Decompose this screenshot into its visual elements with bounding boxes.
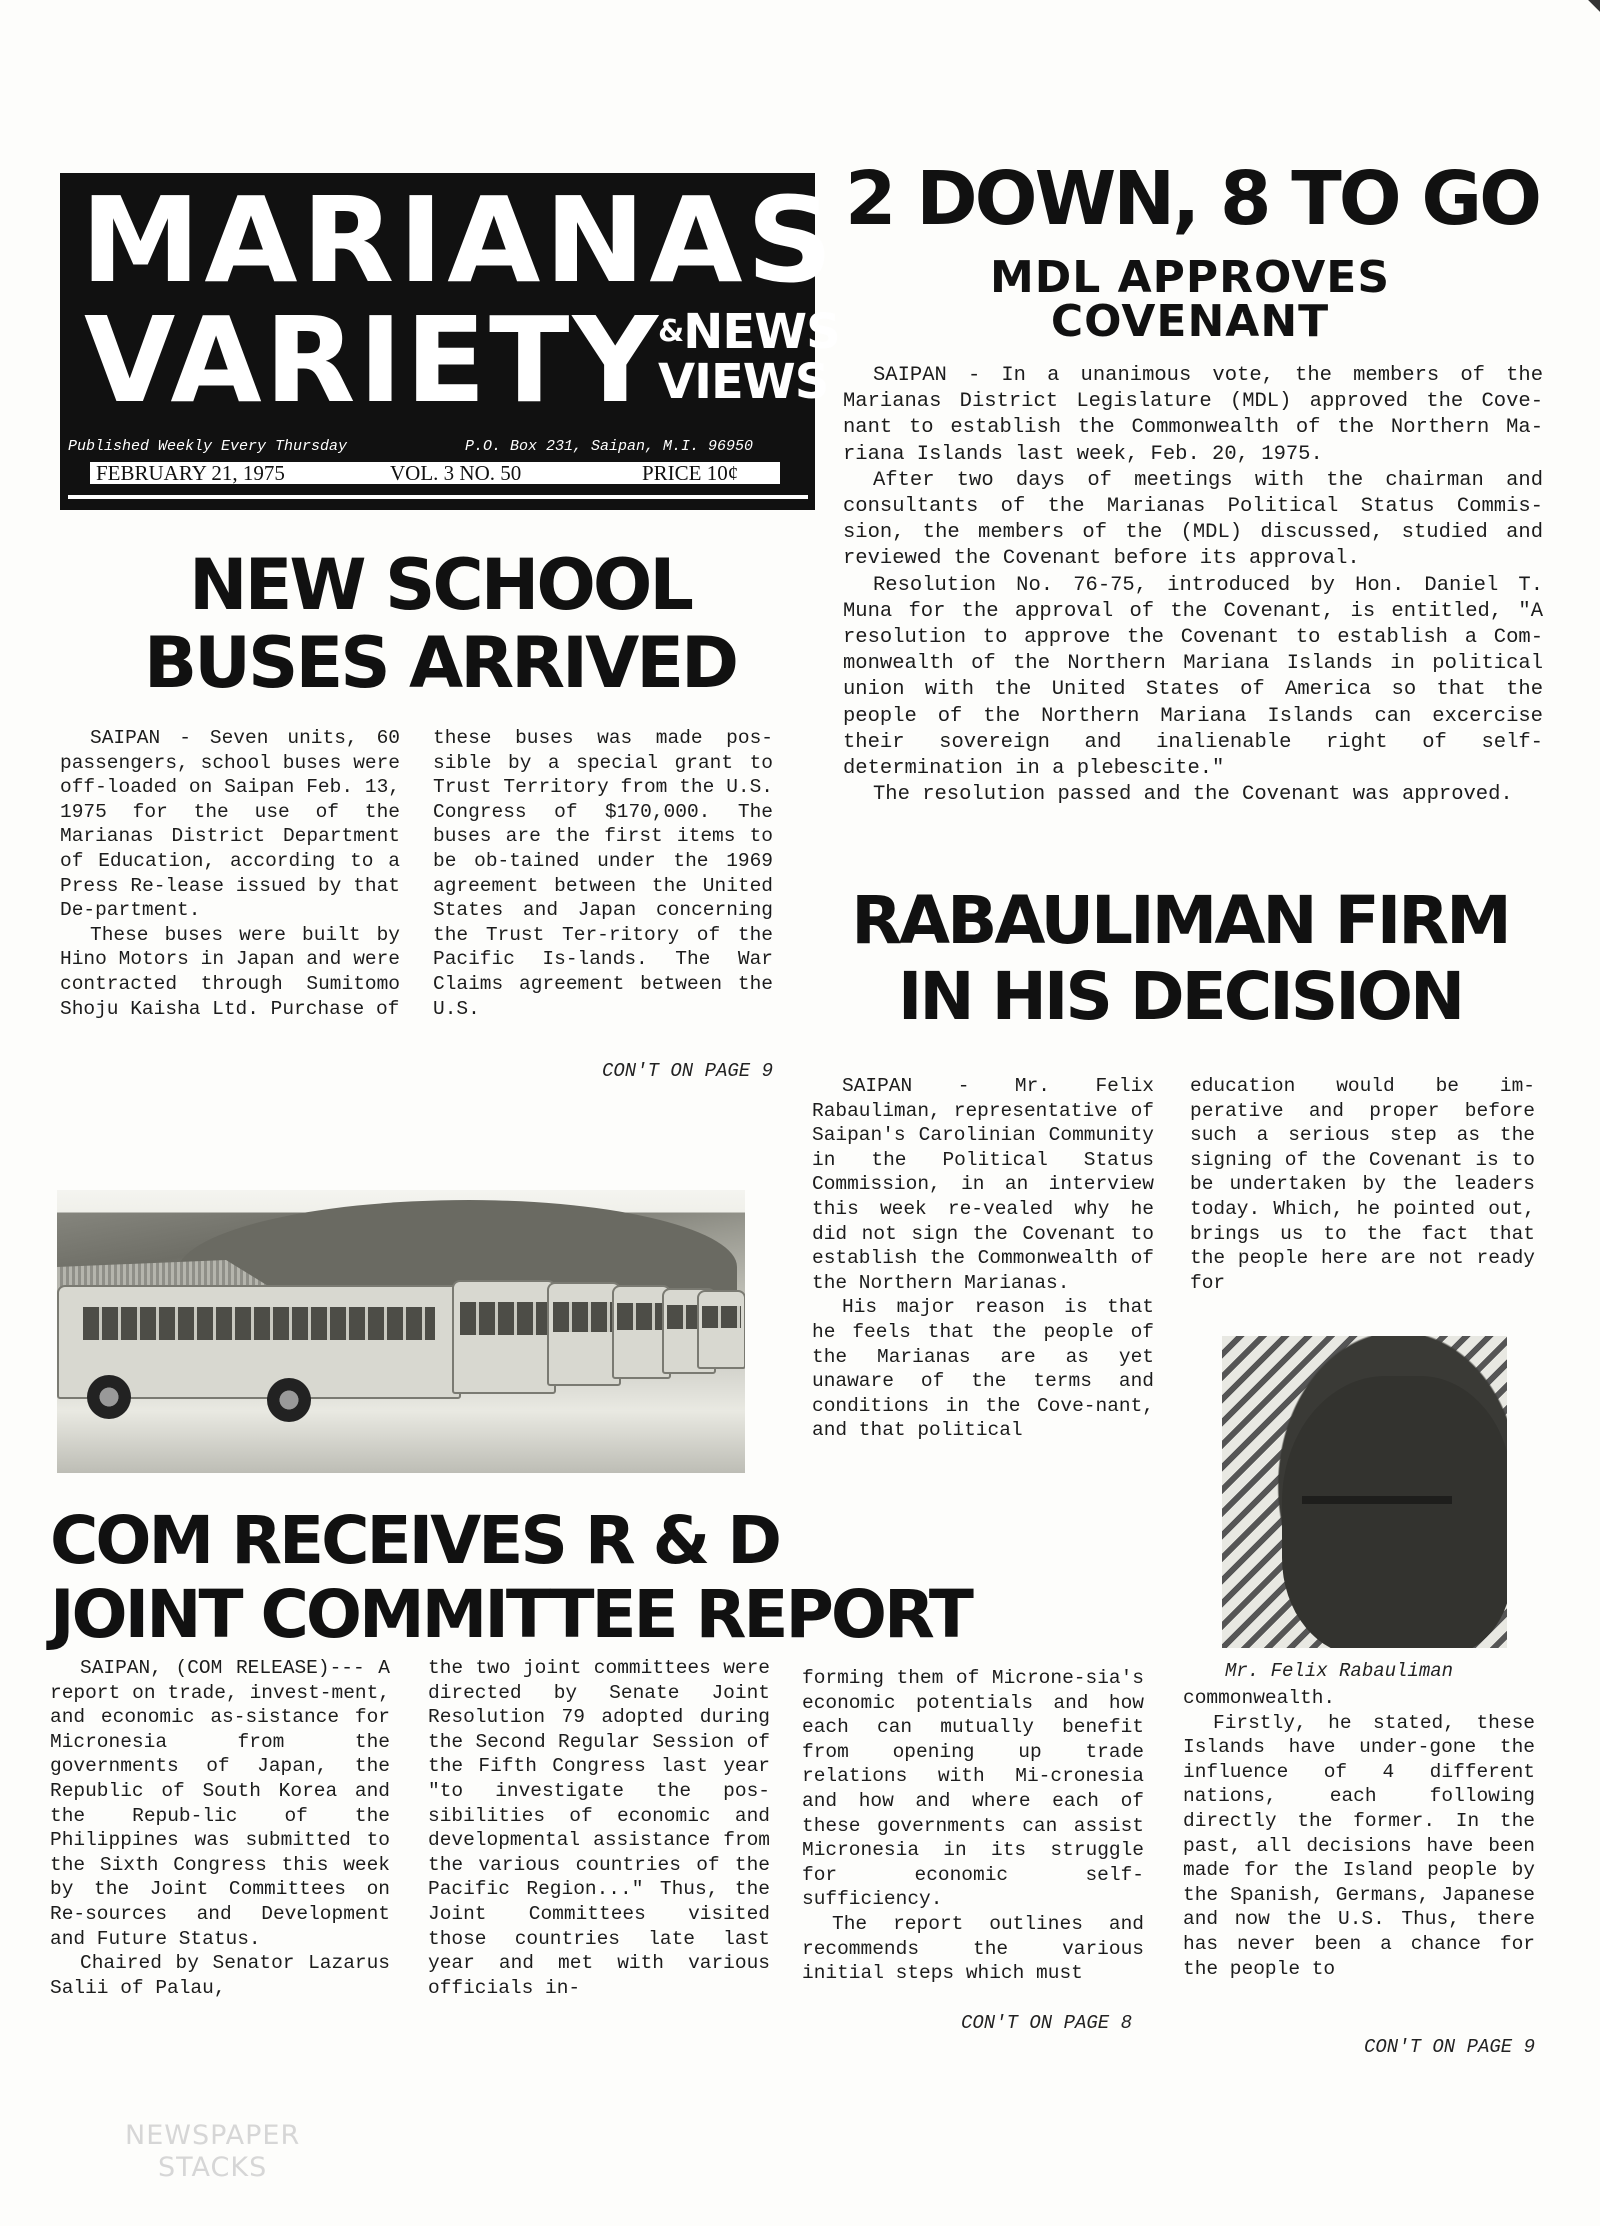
article-com-col2	[428, 1656, 770, 2000]
portrait-face	[1282, 1376, 1507, 1648]
masthead-title-line2: VARIETY	[84, 291, 661, 429]
paragraph: Chaired by Senator Lazarus Salii of Palau,	[50, 1952, 390, 1999]
article-covenant-body	[843, 363, 1543, 808]
paragraph: The report outlines and recommends the various initial steps which must	[802, 1912, 1144, 1985]
photo-wheel	[267, 1378, 311, 1422]
stamp-line2: STACKS	[157, 2152, 268, 2183]
article-com-col1	[50, 1656, 390, 2000]
masthead-title-line1: MARIANAS	[80, 171, 838, 309]
masthead-news: NEWS	[683, 304, 840, 360]
library-stamp	[125, 2120, 300, 2184]
headline-rabauliman-line2: IN HIS DECISION	[897, 958, 1463, 1035]
paragraph: SAIPAN - Mr. Felix Rabauliman, representative of Saipan's Carolinian Community in the Political Status Commission, in an interview this week re-vealed why he did not sign the Covenant to establish the Commonwealth of the Northern Marianas.	[812, 1075, 1154, 1294]
headline-rabauliman-line1: RABAULIMAN FIRM	[851, 882, 1509, 959]
paragraph: education would be im-perative and proper before such a serious step as the signing of the Covenant is to be undertaken by the leaders today. Which, he pointed out, brings us to the fact that the people here are not ready for	[1190, 1075, 1535, 1294]
article-buses-col2	[433, 726, 773, 1021]
headline-buses-line2: BUSES ARRIVED	[143, 622, 737, 704]
paragraph: SAIPAN, (COM RELEASE)--- A report on trade, invest-ment, and economic as-sistance for Micronesia from the governments of Japan, the Republic of South Korea and the Repub-lic of the Philippines was submitted to the Sixth Congress this week by the Joint Committees on Re-sources and Development and Future Status.	[50, 1657, 390, 1950]
rabauliman-portrait	[1222, 1336, 1507, 1648]
issue-volume: VOL. 3 NO. 50	[390, 461, 522, 485]
masthead-ampersand: &	[658, 314, 684, 349]
paragraph: SAIPAN - In a unanimous vote, the members of the Marianas District Legislature (MDL) approved the Cove-nant to establish the Commonwealth of the Northern Ma-riana Islands last week, Feb. 20, 1975.	[843, 364, 1543, 466]
photo-bus-vehicle	[547, 1282, 621, 1386]
continued-note: CON'T ON PAGE 9	[1363, 2036, 1535, 2058]
photo-wheel	[87, 1375, 131, 1419]
page-corner-mark	[1572, 0, 1600, 30]
paragraph: Firstly, he stated, these Islands have under-gone the influence of 4 different nations, each following directly the former. In the past, all decisions have been made for the Island people by the Spanish, Germans, Japanese and now the U.S. Thus, there has never been a chance for the people to	[1183, 1711, 1535, 1980]
paragraph: The resolution passed and the Covenant was approved.	[873, 783, 1513, 807]
article-rabauliman-col2-bottom	[1183, 1686, 1535, 1981]
publication-address: P.O. Box 231, Saipan, M.I. 96950	[465, 438, 754, 455]
continued-note: CON'T ON PAGE 8	[960, 2012, 1132, 2034]
headline-kicker: 2 DOWN, 8 TO GO	[845, 156, 1540, 242]
paragraph: Resolution No. 76-75, introduced by Hon. Daniel T. Muna for the approval of the Covenant, is entitled, "A resolution to approve the Covenant to establish a Com-monwealth of the Northern Mariana Islands in political union with the United States of America so that the people of the Northern Mariana Islands can excercise their sovereign and inalienable right of self-determination in a plebescite."	[843, 573, 1543, 781]
article-com-col3	[802, 1666, 1144, 1986]
bus-photo	[57, 1190, 745, 1473]
issue-date: FEBRUARY 21, 1975	[96, 461, 285, 485]
publication-schedule: Published Weekly Every Thursday	[68, 438, 348, 455]
issue-price: PRICE 10¢	[642, 461, 739, 485]
masthead-news-views	[658, 304, 840, 410]
headline-com-line1: COM RECEIVES R & D	[50, 1502, 779, 1579]
paragraph: these buses was made pos-sible by a special grant to Trust Territory from the U.S. Congress of $170,000. The buses are the first items to be ob-tained under the 1969 agreement between the United States and Japan concerning the Trust Ter-ritory of the Pacific Is-lands. The War Claims agreement between the U.S.	[433, 727, 773, 1020]
headline-covenant-line1: MDL APPROVES	[989, 252, 1391, 303]
paragraph: the two joint committees were directed by Senate Joint Resolution 79 adopted during the Second Regular Session of the Fifth Congress last year "to investigate the pos-sibilities of economic and developmental assistance from the various countries of the Pacific Region..." Thus, the Joint Committees visited those countries late last year and met with various officials in-	[428, 1657, 770, 1999]
paragraph: After two days of meetings with the chairman and consultants of the Marianas Political Status Commis-sion, the members of the (MDL) discussed, studied and reviewed the Covenant before its approval.	[843, 468, 1543, 571]
paragraph: These buses were built by Hino Motors in Japan and were contracted through Sumitomo Shoju Kaisha Ltd. Purchase of	[60, 923, 400, 1020]
headline-buses-line1: NEW SCHOOL	[189, 544, 691, 626]
portrait-glasses	[1302, 1496, 1452, 1504]
photo-bus-vehicle	[697, 1290, 745, 1369]
masthead-views: VIEWS	[658, 354, 829, 410]
stamp-line1: NEWSPAPER	[125, 2120, 301, 2151]
continued-note: CON'T ON PAGE 9	[601, 1060, 773, 1082]
paragraph: forming them of Microne-sia's economic potentials and how each can mutually benefit from opening up trade relations with Mi-cronesia and how and where each of these governments can assist Micronesia in its struggle for economic self-sufficiency.	[802, 1667, 1144, 1911]
headline-com-line2: JOINT COMMITTEE REPORT	[50, 1576, 971, 1653]
photo-caption: Mr. Felix Rabauliman	[1225, 1660, 1454, 1682]
paragraph: SAIPAN - Seven units, 60 passengers, school buses were off-loaded on Saipan Feb. 13, 1975 for the use of the Marianas District Department of Education, according to a Press Re-lease issued by that De-partment.	[60, 727, 400, 922]
issue-info-bar	[90, 462, 780, 484]
article-buses-col1	[60, 726, 400, 1021]
headline-covenant-line2: COVENANT	[1050, 296, 1330, 347]
photo-bus-vehicle	[452, 1280, 556, 1394]
paragraph: His major reason is that he feels that the people of the Marianas are as yet unaware of the terms and conditions in the Cove-nant, and that political	[812, 1296, 1154, 1442]
paragraph: commonwealth.	[1183, 1687, 1336, 1709]
article-rabauliman-col2-top	[1190, 1074, 1535, 1295]
masthead-rule	[68, 495, 808, 499]
masthead	[60, 171, 840, 510]
article-rabauliman-col1	[812, 1074, 1154, 1443]
